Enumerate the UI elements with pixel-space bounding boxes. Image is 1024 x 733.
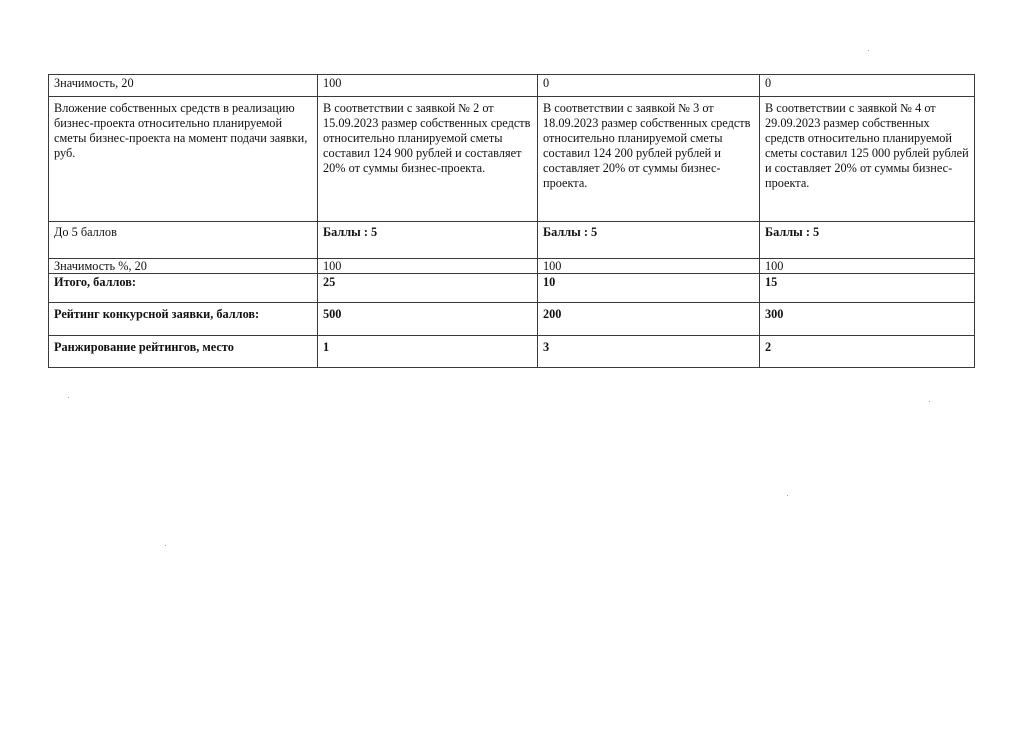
- scan-speck: [68, 397, 69, 398]
- table-row-own-funds: [49, 97, 975, 222]
- cell-application-2-ranking: 1: [318, 336, 538, 368]
- table-row-significance-percent: [49, 259, 975, 274]
- row-label-significance-percent: Значимость %, 20: [49, 259, 318, 274]
- cell-application-2-own-funds: В соответствии с заявкой № 2 от 15.09.2023 размер собственных средств относительно планируемой сметы составил 124 900 рублей и составляет 20% от суммы бизнес-проекта.: [318, 97, 538, 222]
- cell-application-2-significance-percent: 100: [318, 259, 538, 274]
- table-row-rating: [49, 303, 975, 336]
- cell-application-3-points: Баллы : 5: [538, 222, 760, 259]
- cell-application-2-points: Баллы : 5: [318, 222, 538, 259]
- cell-application-2-total: 25: [318, 274, 538, 303]
- row-label-ranking: Ранжирование рейтингов, место: [49, 336, 318, 368]
- row-label-points: До 5 баллов: [49, 222, 318, 259]
- row-label-significance: Значимость, 20: [49, 75, 318, 97]
- scan-speck: [868, 50, 869, 51]
- cell-application-4-total: 15: [760, 274, 975, 303]
- scan-speck: [787, 495, 788, 496]
- cell-application-3-own-funds: В соответствии с заявкой № 3 от 18.09.2023 размер собственных средств относительно планируемой сметы составил 124 200 рублей рублей и составляет 20% от суммы бизнес-проекта.: [538, 97, 760, 222]
- scan-speck: [165, 545, 166, 546]
- table-row-points: [49, 222, 975, 259]
- cell-application-2-significance: 100: [318, 75, 538, 97]
- row-label-total: Итого, баллов:: [49, 274, 318, 303]
- table-row-significance: [49, 75, 975, 97]
- row-label-rating: Рейтинг конкурсной заявки, баллов:: [49, 303, 318, 336]
- evaluation-table: [48, 74, 975, 368]
- cell-application-2-rating: 500: [318, 303, 538, 336]
- scan-speck: [929, 401, 930, 402]
- cell-application-4-significance: 0: [760, 75, 975, 97]
- cell-application-4-ranking: 2: [760, 336, 975, 368]
- cell-application-4-significance-percent: 100: [760, 259, 975, 274]
- cell-application-4-rating: 300: [760, 303, 975, 336]
- cell-application-3-significance-percent: 100: [538, 259, 760, 274]
- table-row-ranking: [49, 336, 975, 368]
- cell-application-3-significance: 0: [538, 75, 760, 97]
- cell-application-3-total: 10: [538, 274, 760, 303]
- cell-application-4-points: Баллы : 5: [760, 222, 975, 259]
- cell-application-3-rating: 200: [538, 303, 760, 336]
- cell-application-3-ranking: 3: [538, 336, 760, 368]
- cell-application-4-own-funds: В соответствии с заявкой № 4 от 29.09.2023 размер собственных средств относительно планируемой сметы составил 125 000 рублей рублей и составляет 20% от суммы бизнес-проекта.: [760, 97, 975, 222]
- row-label-own-funds: Вложение собственных средств в реализацию бизнес-проекта относительно планируемой сметы бизнес-проекта на момент подачи заявки, руб.: [49, 97, 318, 222]
- table-row-total: [49, 274, 975, 303]
